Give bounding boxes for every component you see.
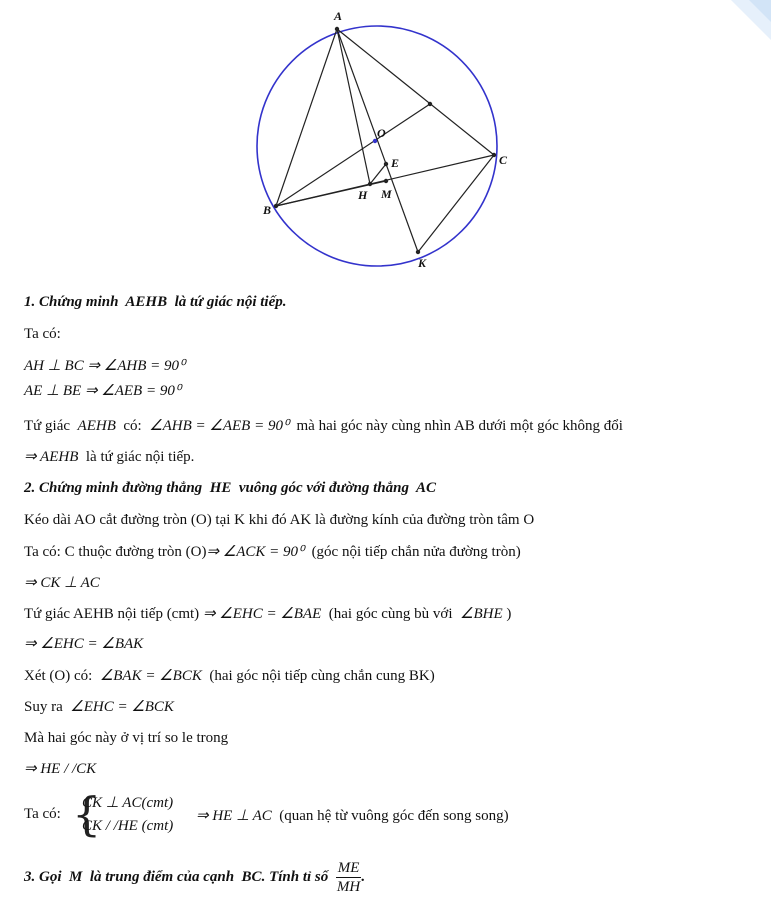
section2-line4: Tứ giác AEHB nội tiếp (cmt) ⇒ ∠EHC = ∠BAE (hai góc cùng bù với ∠BHE ) (24, 606, 512, 622)
section2-line5: ⇒ ∠EHC = ∠BAK (24, 636, 144, 652)
label-e: E (391, 156, 400, 170)
section2-system (24, 787, 624, 841)
section1-line1: Ta có: (24, 326, 61, 342)
label-b: B (263, 203, 272, 217)
segment-ak (337, 29, 418, 252)
system-eq2: CK / /HE (cmt) (82, 818, 174, 834)
section1-line2: AH ⊥ BC ⇒ ∠AHB = 90⁰ (24, 358, 186, 374)
section2-line10-label: Ta có: (24, 806, 61, 822)
ratio-fraction: $\frac{ME}{MH}$ (336, 860, 361, 896)
label-a: A (334, 9, 343, 23)
section2-line9: ⇒ HE / /CK (24, 761, 97, 777)
section2-heading: 2. Chứng minh đường thẳng HE vuông góc với đường thẳng AC (24, 480, 436, 496)
section1-line3: AE ⊥ BE ⇒ ∠AEB = 90⁰ (24, 383, 181, 399)
section1-heading: 1. Chứng minh AEHB là tứ giác nội tiếp. (24, 294, 287, 310)
section2-line1: Kéo dài AO cắt đường tròn (O) tại K khi đó AK là đường kính của đường tròn tâm O (24, 512, 535, 528)
segment-be (276, 104, 430, 206)
section2-line3: ⇒ CK ⊥ AC (24, 575, 100, 591)
section1-line5: ⇒ AEHB là tứ giác nội tiếp. (24, 449, 195, 465)
corner-decoration (711, 0, 771, 60)
label-k: K (418, 256, 427, 270)
section2-line6: Xét (O) có: ∠BAK = ∠BCK (hai góc nội tiếp cùng chắn cung BK) (24, 668, 435, 684)
label-m: M (381, 187, 392, 201)
label-h: H (358, 188, 368, 202)
section3-heading: 3. Gọi M là trung điểm của cạnh BC. Tính tỉ số $\frac{ME}{MH}$ . (24, 860, 366, 896)
segment-ac (337, 29, 494, 155)
system-eq1: CK ⊥ AC(cmt) (82, 795, 174, 811)
circle-o (257, 26, 497, 266)
section2-line7: Suy ra ∠EHC = ∠BCK (24, 699, 174, 715)
section1-line4: Tứ giác AEHB có: ∠AHB = ∠AEB = 90⁰ mà hai góc này cùng nhìn AB dưới một góc không đổi (24, 418, 623, 434)
label-o: O (377, 126, 386, 140)
brace-glyph: { (72, 787, 102, 841)
label-c: C (499, 153, 508, 167)
section2-line2: Ta có: C thuộc đường tròn (O)⇒ ∠ACK = 90⁰ (góc nội tiếp chắn nửa đường tròn) (24, 544, 521, 560)
segment-ab (276, 29, 337, 206)
system-conclusion: ⇒ HE ⊥ AC (196, 808, 272, 824)
geometry-figure (0, 0, 771, 280)
system-reason: (quan hệ từ vuông góc đến song song) (279, 808, 509, 824)
section2-line8: Mà hai góc này ở vị trí so le trong (24, 730, 229, 746)
